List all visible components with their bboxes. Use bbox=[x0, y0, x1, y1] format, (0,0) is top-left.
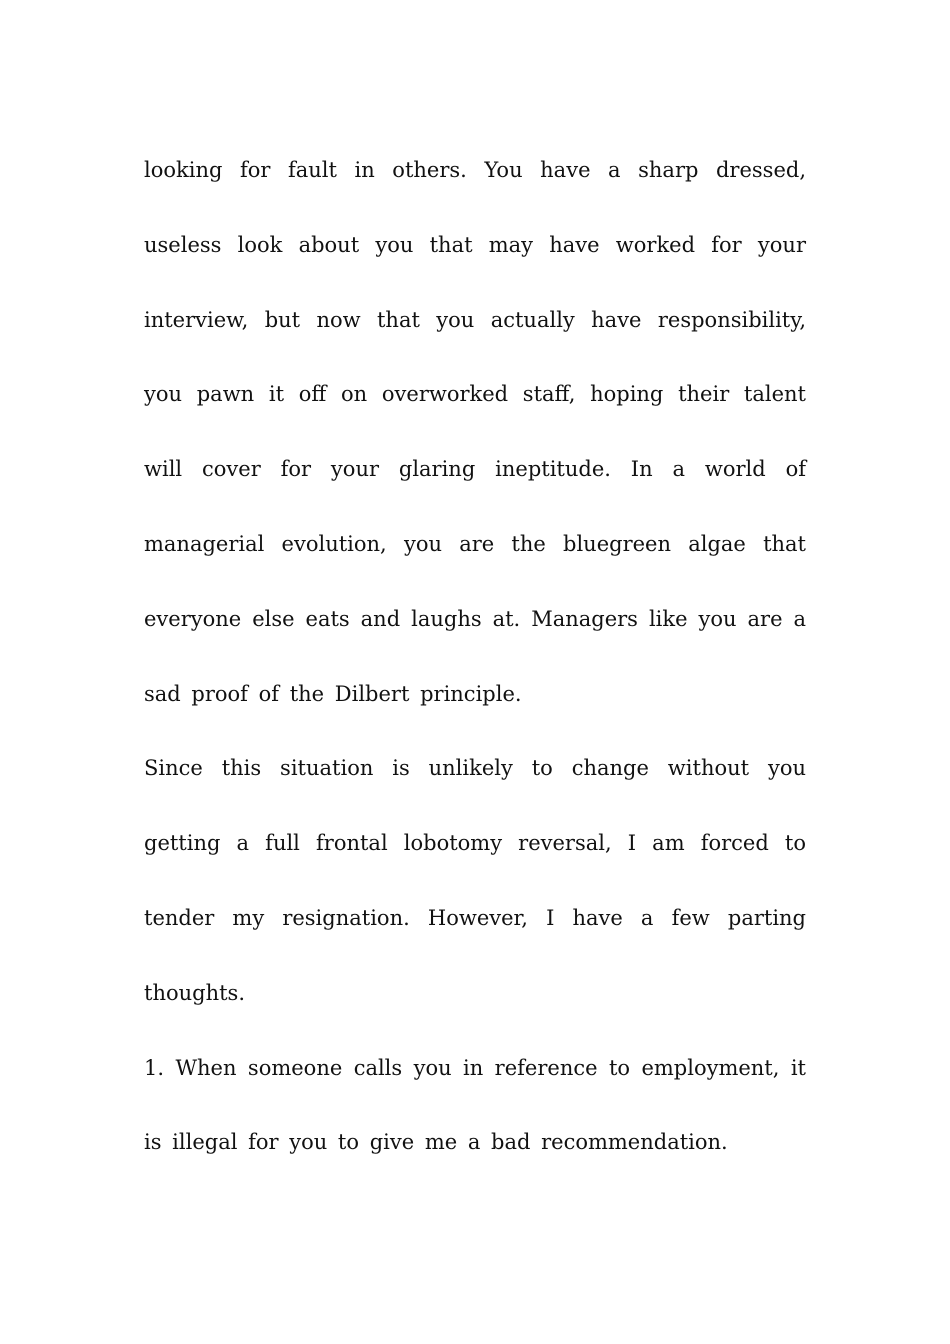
document-body bbox=[144, 133, 806, 1180]
paragraph-resignation: Since this situation is unlikely to change without you getting a full frontal lobotomy reversal, I am forced to tender my resignation. However, I have a few parting thoughts. bbox=[144, 756, 806, 1005]
paragraph-fault-finding: looking for fault in others. You have a sharp dressed, useless look about you that may have worked for your interview, but now that you actually have responsibility, you pawn it off on overworked staff, hoping their talent will cover for your glaring ineptitude. In a world of managerial evolution, you are the bluegreen algae that everyone else eats and laughs at. Managers like you are a sad proof of the Dilbert principle. bbox=[144, 158, 806, 706]
paragraph-parting-thought-1: 1. When someone calls you in reference to employment, it is illegal for you to give me a bad recommendation. bbox=[144, 1055, 806, 1155]
